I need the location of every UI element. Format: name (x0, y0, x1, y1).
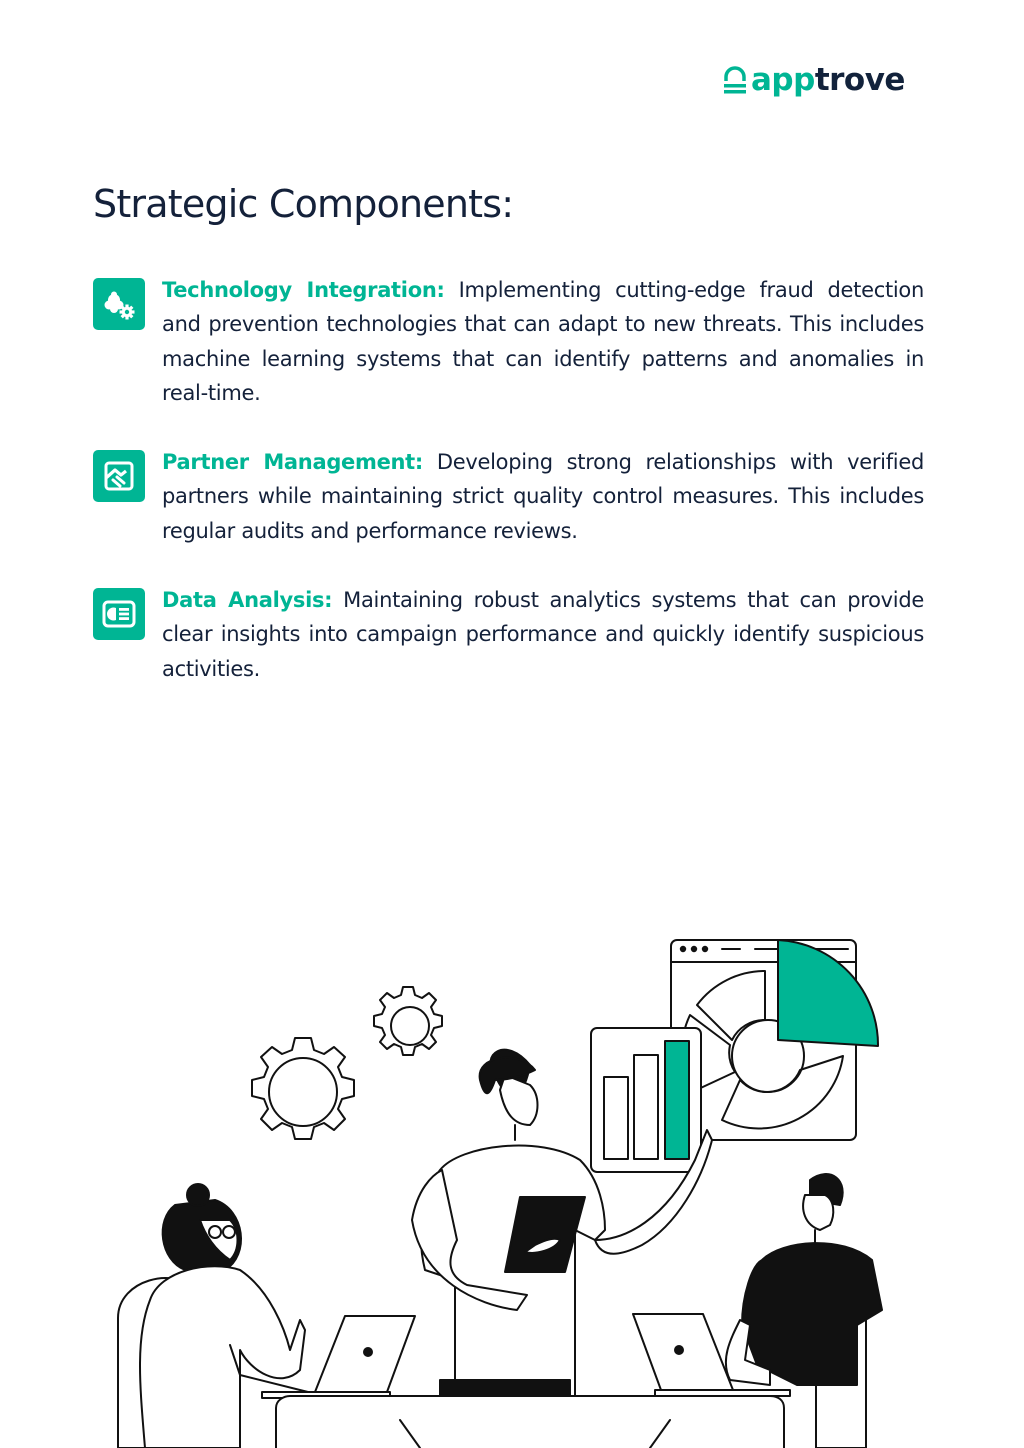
bar-chart-card (591, 1028, 701, 1172)
component-title: Data Analysis: (162, 588, 333, 612)
component-title: Partner Management: (162, 450, 424, 474)
page-title: Strategic Components: (93, 182, 514, 226)
big-gear-icon (252, 1038, 354, 1139)
component-body: Maintaining robust analytics systems that can provide clear insights into campaign performance and quickly identify suspicious activities. (162, 588, 924, 681)
pie-highlight-slice (778, 940, 878, 1046)
handshake-icon (93, 450, 145, 502)
component-partner-management (93, 445, 924, 569)
logo-mark-icon (722, 65, 748, 95)
gear-cluster-icon (93, 278, 145, 330)
logo-wordmark (751, 61, 905, 98)
component-body: Implementing cutting-edge fraud detection and prevention technologies that can adapt to new threats. This includes machine learning systems that can identify patterns and anomalies in real-time. (162, 278, 924, 405)
meeting-table (276, 1396, 784, 1448)
small-gear-icon (374, 987, 442, 1055)
logo-app: app (751, 61, 815, 98)
team-analytics-illustration (0, 920, 1024, 1448)
component-technology-integration (93, 273, 924, 431)
component-data-analysis (93, 583, 924, 707)
analytics-card-icon (93, 588, 145, 640)
component-title: Technology Integration: (162, 278, 445, 302)
brand-logo (722, 60, 905, 100)
logo-trove: trove (814, 61, 905, 98)
component-body: Developing strong relationships with verified partners while maintaining strict quality control measures. This includes regular audits and performance reviews. (162, 450, 924, 543)
